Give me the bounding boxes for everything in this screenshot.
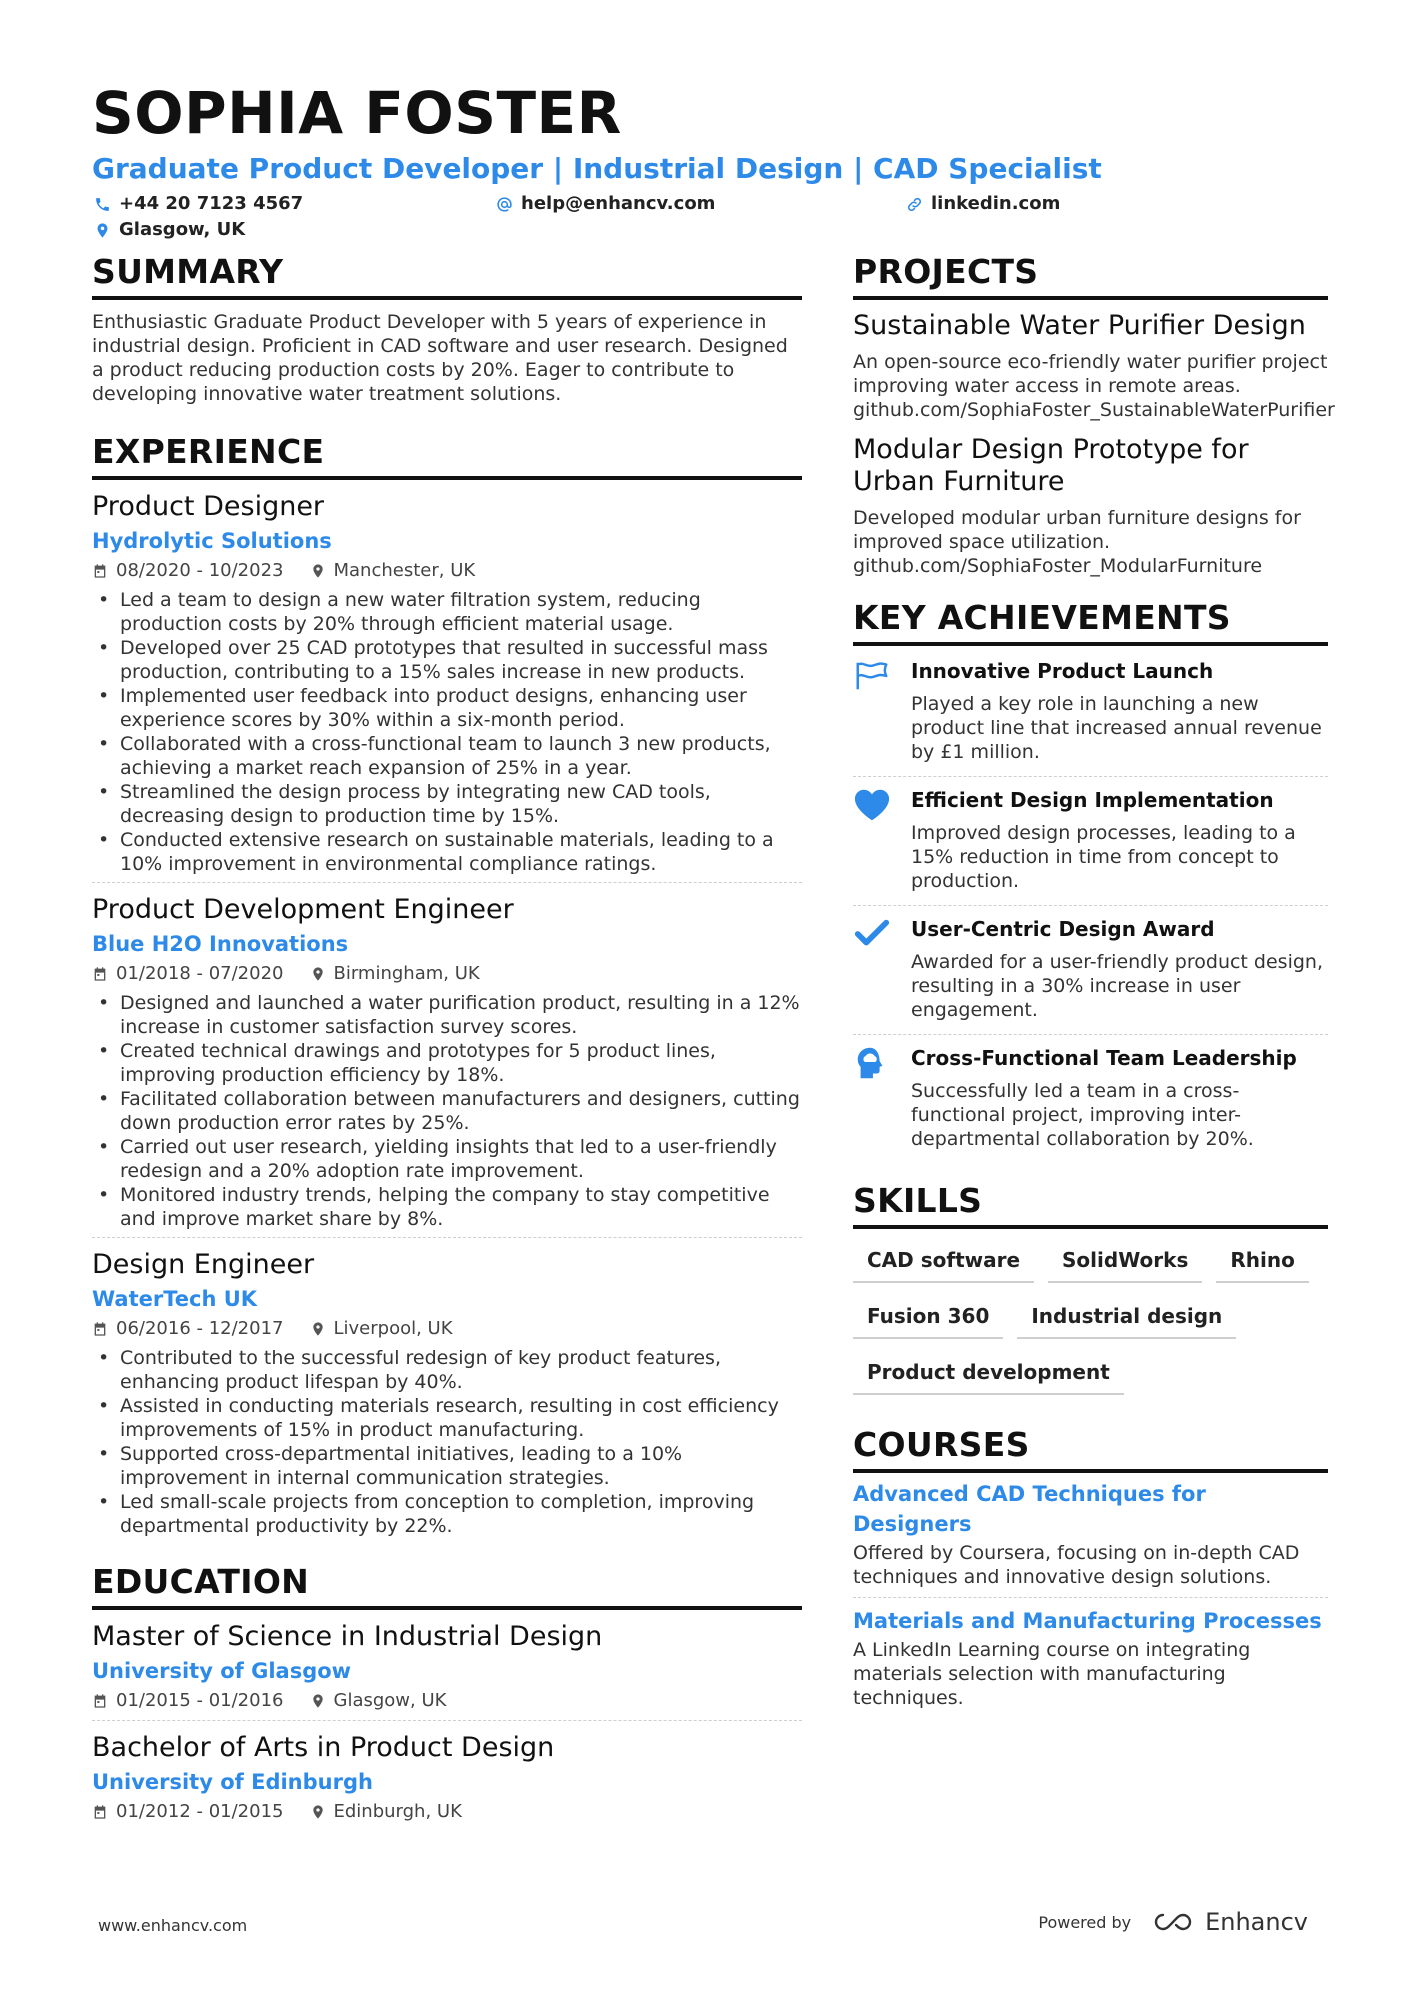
powered-by-label: Powered by	[1038, 1912, 1132, 1932]
course-title: Materials and Manufacturing Processes	[853, 1609, 1322, 1633]
course-description: A LinkedIn Learning course on integrating materials selection with manufacturing techniques.	[853, 1639, 1251, 1709]
job-meta	[92, 961, 802, 987]
head-brain-icon	[853, 1045, 891, 1081]
brand-name: Enhancv	[1205, 1908, 1308, 1936]
location-pin-icon	[94, 222, 111, 239]
degree: Master of Science in Industrial Design	[92, 1621, 603, 1652]
projects-heading: PROJECTS	[853, 252, 1328, 300]
project-description: Developed modular urban furniture designs for improved space utilization.	[853, 507, 1301, 553]
job-title: Product Designer	[92, 491, 325, 522]
candidate-name: SOPHIA FOSTER	[92, 79, 622, 147]
skill-tag: Fusion 360	[853, 1303, 1003, 1339]
bullet-item: • Conducted extensive research on sustainable materials, leading to a 10% improvement in environmental compliance ratings.	[92, 828, 802, 876]
achievement-title: Innovative Product Launch	[911, 659, 1214, 683]
bullet-item: • Carried out user research, yielding insights that led to a user-friendly redesign and a 20% adoption rate improvement.	[92, 1135, 802, 1183]
email-text: help@enhancv.com	[521, 193, 716, 214]
education-section	[92, 1562, 802, 1831]
right-column	[853, 252, 1335, 1744]
header	[92, 78, 1332, 248]
bullet-item: • Contributed to the successful redesign of key product features, enhancing product lifespan by 40%.	[92, 1346, 802, 1394]
education-dates: 01/2012 - 01/2015	[92, 1799, 284, 1825]
project-title: Sustainable Water Purifier Design	[853, 310, 1306, 341]
at-icon	[496, 196, 513, 213]
achievement-title: Cross-Functional Team Leadership	[911, 1046, 1297, 1070]
bullet-item: • Facilitated collaboration between manufacturers and designers, cutting down production error rates by 25%.	[92, 1087, 802, 1135]
achievement-title: Efficient Design Implementation	[911, 788, 1274, 812]
bullet-item: • Implemented user feedback into product designs, enhancing user experience scores by 30% within a six-month period.	[92, 684, 802, 732]
location-pin-icon	[310, 1804, 326, 1820]
company-name: WaterTech UK	[92, 1287, 258, 1311]
brand-logo[interactable]	[1151, 1908, 1308, 1936]
location-pin-icon	[310, 966, 326, 982]
contact-linkedin[interactable]	[906, 192, 1060, 216]
job-title: Product Development Engineer	[92, 894, 514, 925]
job-dates: 01/2018 - 07/2020	[92, 961, 284, 987]
project-link[interactable]: github.com/SophiaFoster_ModularFurniture	[853, 555, 1263, 577]
course-entry	[853, 1606, 1328, 1718]
contact-info	[92, 192, 1332, 248]
project-description: An open-source eco-friendly water purifier project improving water access in remote areas.	[853, 351, 1328, 397]
skills-heading: SKILLS	[853, 1181, 1328, 1229]
phone-text: +44 20 7123 4567	[119, 193, 304, 214]
location-pin-icon	[310, 563, 326, 579]
powered-by	[1038, 1908, 1308, 1936]
education-entry	[92, 1731, 802, 1831]
job-meta	[92, 558, 802, 584]
company-name: Hydrolytic Solutions	[92, 529, 332, 553]
skill-tag: Rhino	[1216, 1247, 1308, 1283]
skills-section	[853, 1181, 1328, 1395]
job-entry	[92, 1248, 802, 1544]
calendar-icon	[92, 966, 108, 982]
degree: Bachelor of Arts in Product Design	[92, 1732, 555, 1763]
left-column	[92, 252, 802, 1857]
bullet-item: • Led a team to design a new water filtration system, reducing production costs by 20% through efficient material usage.	[92, 588, 802, 636]
location-text: Glasgow, UK	[119, 219, 246, 240]
check-icon	[853, 916, 891, 952]
achievement-description: Successfully led a team in a cross-functional project, improving inter-departmental collaboration by 20%.	[911, 1080, 1254, 1150]
skill-tag: CAD software	[853, 1247, 1034, 1283]
achievements-section	[853, 598, 1328, 1163]
job-entry	[92, 490, 802, 883]
experience-heading: EXPERIENCE	[92, 432, 802, 480]
course-entry	[853, 1479, 1328, 1598]
linkedin-text: linkedin.com	[931, 193, 1061, 214]
contact-email[interactable]	[496, 192, 715, 216]
job-title: Design Engineer	[92, 1249, 315, 1280]
courses-section	[853, 1425, 1328, 1718]
job-bullets	[92, 991, 802, 1231]
education-location: Edinburgh, UK	[310, 1799, 462, 1825]
bullet-item: • Collaborated with a cross-functional team to launch 3 new products, achieving a market reach expansion of 25% in a year.	[92, 732, 802, 780]
achievements-heading: KEY ACHIEVEMENTS	[853, 598, 1328, 646]
footer-url[interactable]: www.enhancv.com	[98, 1916, 248, 1935]
flag-icon	[853, 658, 891, 694]
experience-section	[92, 432, 802, 1544]
location-pin-icon	[310, 1321, 326, 1337]
skills-list	[853, 1247, 1328, 1395]
bullet-item: • Streamlined the design process by integrating new CAD tools, decreasing design to production time by 15%.	[92, 780, 802, 828]
footer	[98, 1908, 1308, 1944]
calendar-icon	[92, 1693, 108, 1709]
bullet-item: • Created technical drawings and prototypes for 5 product lines, improving production efficiency by 18%.	[92, 1039, 802, 1087]
achievement-entry	[853, 906, 1328, 1035]
skill-tag: SolidWorks	[1048, 1247, 1202, 1283]
achievement-title: User-Centric Design Award	[911, 917, 1215, 941]
calendar-icon	[92, 1321, 108, 1337]
education-location: Glasgow, UK	[310, 1688, 447, 1714]
bullet-item: • Supported cross-departmental initiatives, leading to a 10% improvement in internal communication strategies.	[92, 1442, 802, 1490]
bullet-item: • Led small-scale projects from conception to completion, improving departmental productivity by 22%.	[92, 1490, 802, 1538]
location-pin-icon	[310, 1693, 326, 1709]
calendar-icon	[92, 563, 108, 579]
job-location: Birmingham, UK	[310, 961, 480, 987]
job-location: Liverpool, UK	[310, 1316, 453, 1342]
skill-tag: Industrial design	[1017, 1303, 1236, 1339]
heart-icon	[853, 787, 891, 823]
education-meta	[92, 1799, 802, 1825]
achievement-entry	[853, 1035, 1328, 1163]
school-name: University of Edinburgh	[92, 1770, 373, 1794]
job-bullets	[92, 1346, 802, 1538]
link-icon	[906, 196, 923, 213]
courses-heading: COURSES	[853, 1425, 1328, 1473]
company-name: Blue H2O Innovations	[92, 932, 349, 956]
project-entry	[853, 310, 1335, 422]
projects-section	[853, 252, 1335, 578]
calendar-icon	[92, 1804, 108, 1820]
achievement-description: Played a key role in launching a new product line that increased annual revenue by £1 million.	[911, 693, 1322, 763]
summary-section	[92, 252, 802, 406]
contact-phone	[94, 192, 303, 216]
job-dates: 06/2016 - 12/2017	[92, 1316, 284, 1342]
bullet-item: • Developed over 25 CAD prototypes that resulted in successful mass production, contributing to a 15% sales increase in new products.	[92, 636, 802, 684]
education-entry	[92, 1620, 802, 1721]
project-entry	[853, 434, 1328, 578]
job-location: Manchester, UK	[310, 558, 476, 584]
job-bullets	[92, 588, 802, 876]
enhancv-logo-icon	[1151, 1910, 1197, 1934]
achievement-description: Improved design processes, leading to a 15% reduction in time from concept to production.	[911, 822, 1296, 892]
education-dates: 01/2015 - 01/2016	[92, 1688, 284, 1714]
job-dates: 08/2020 - 10/2023	[92, 558, 284, 584]
bullet-item: • Monitored industry trends, helping the company to stay competitive and improve market share by 8%.	[92, 1183, 802, 1231]
skill-tag: Product development	[853, 1359, 1124, 1395]
achievement-entry	[853, 648, 1328, 777]
job-meta	[92, 1316, 802, 1342]
phone-icon	[94, 196, 111, 213]
education-heading: EDUCATION	[92, 1562, 802, 1610]
course-description: Offered by Coursera, focusing on in-depth CAD techniques and innovative design solutions.	[853, 1542, 1300, 1588]
project-title: Modular Design Prototype for Urban Furniture	[853, 434, 1249, 497]
bullet-item: • Assisted in conducting materials research, resulting in cost efficiency improvements of 15% in product manufacturing.	[92, 1394, 802, 1442]
achievement-entry	[853, 777, 1328, 906]
summary-heading: SUMMARY	[92, 252, 802, 300]
job-entry	[92, 893, 802, 1238]
contact-location	[94, 218, 245, 242]
course-title: Advanced CAD Techniques for Designers	[853, 1482, 1206, 1536]
education-meta	[92, 1688, 802, 1714]
candidate-title: Graduate Product Developer | Industrial Design | CAD Specialist	[92, 152, 1102, 185]
bullet-item: • Designed and launched a water purification product, resulting in a 12% increase in customer satisfaction survey scores.	[92, 991, 802, 1039]
school-name: University of Glasgow	[92, 1659, 352, 1683]
project-link[interactable]: github.com/SophiaFoster_SustainableWaterPurifier	[853, 399, 1335, 421]
achievement-description: Awarded for a user-friendly product design, resulting in a 30% increase in user engagement.	[911, 951, 1323, 1021]
summary-text: Enthusiastic Graduate Product Developer with 5 years of experience in industrial design. Proficient in CAD software and user research. Designed a product reducing production costs by 20%. Eager to contribute to developing innovative water treatment solutions.	[92, 311, 788, 405]
